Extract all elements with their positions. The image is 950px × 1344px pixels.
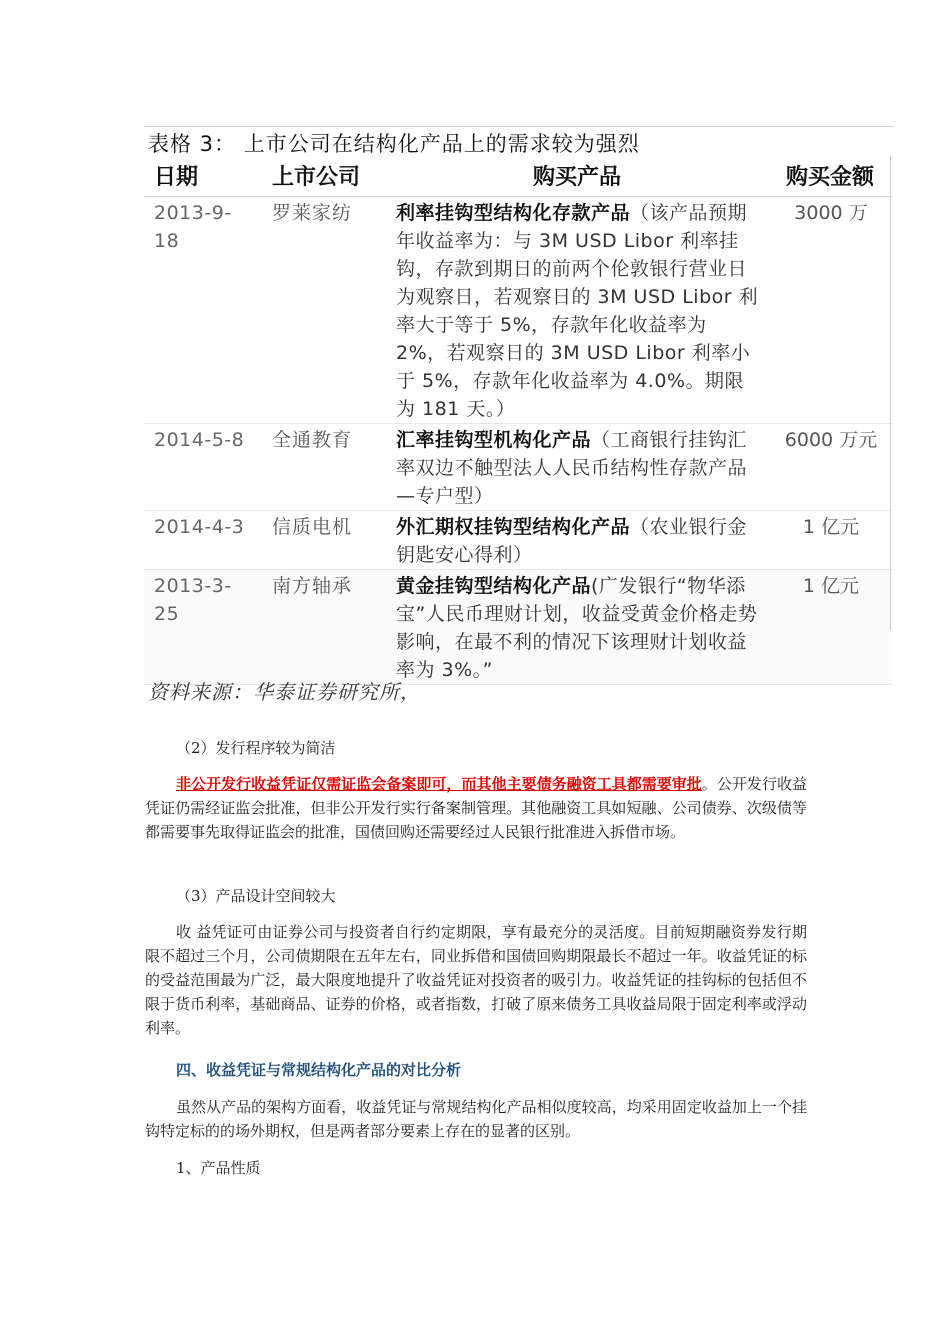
header-amount: 购买金额	[768, 156, 892, 197]
header-date: 日期	[144, 156, 262, 197]
cell-company: 信质电机	[262, 511, 386, 570]
table-header-row	[144, 156, 892, 197]
table-row	[144, 197, 892, 424]
cell-company: 全通教育	[262, 424, 386, 511]
table-figure	[144, 120, 894, 710]
table-source-note: 资料来源：华泰证券研究所，	[148, 680, 421, 704]
product-detail: （该产品预期年收益率为：与 3M USD Libor 利率挂钩，存款到期日的前两个伦敦银行营业日为观察日，若观察日的 3M USD Libor 利率大于等于 5%，存款年化收益率为 2%，若观察日的 3M USD Libor 利率小于 5%，存款年化收益率为 4.0%。期限为 181 天。）	[396, 202, 759, 420]
table-row	[144, 570, 892, 685]
product-detail: (广发银行“物华添宝”人民币理财计划，收益受黄金价格走势影响，在最不利的情况下该理财计划收益率为 3%。”	[396, 575, 758, 681]
cell-product	[386, 511, 768, 570]
paragraph-design-flexibility: 收 益凭证可由证券公司与投资者自行约定期限，享有最充分的灵活度。目前短期融资券发行期限不超过三个月，公司债期限在五年左右，同业拆借和国债回购期限最长不超过一年。收益凭证的标的受益范围最为广泛，最大限度地提升了收益凭证对投资者的吸引力。收益凭证的挂钩标的包括但不限于货币利率，基础商品、证券的价格，或者指数，打破了原来债务工具收益局限于固定利率或浮动利率。	[145, 923, 807, 1037]
subheading-issuance-procedure: （2）发行程序较为简洁	[176, 739, 336, 757]
cell-amount: 6000 万元	[768, 424, 892, 511]
cell-amount: 3000 万	[768, 197, 892, 424]
product-name: 利率挂钩型结构化存款产品	[396, 202, 631, 224]
cell-company: 南方轴承	[262, 570, 386, 685]
cell-product	[386, 570, 768, 685]
cell-date: 2013-9-18	[144, 197, 262, 424]
product-detail: （工商银行挂钩汇率双边不触型法人人民币结构性存款产品—专户型）	[396, 429, 748, 507]
subheading-product-nature: 1、产品性质	[176, 1159, 261, 1177]
section-heading-comparison: 四、收益凭证与常规结构化产品的对比分析	[176, 1061, 462, 1079]
table-row	[144, 424, 892, 511]
structured-products-table	[144, 156, 892, 685]
caption-top-rule	[144, 126, 894, 127]
paragraph-filing-detail: 。公开发行收益凭证仍需经证监会批准，但非公开发行实行备案制管理。其他融资工具如短融、公司债券、次级债等都需要事先取得证监会的批准，国债回购还需要经过人民银行批准进入拆借市场。	[145, 775, 807, 841]
table-caption: 表格 3： 上市公司在结构化产品上的需求较为强烈	[148, 132, 640, 156]
cell-amount: 1 亿元	[768, 570, 892, 685]
cell-date: 2013-3-25	[144, 570, 262, 685]
table-right-border	[890, 156, 891, 630]
product-name: 黄金挂钩型结构化产品	[396, 575, 592, 597]
cell-company: 罗莱家纺	[262, 197, 386, 424]
cell-amount: 1 亿元	[768, 511, 892, 570]
product-detail: （农业银行金钥匙安心得利）	[396, 516, 748, 566]
paragraph-comparison-intro: 虽然从产品的架构方面看，收益凭证与常规结构化产品相似度较高，均采用固定收益加上一个挂钩特定标的的场外期权，但是两者部分要素上存在的显著的区别。	[145, 1098, 807, 1140]
highlighted-statement: 非公开发行收益凭证仅需证监会备案即可，而其他主要债务融资工具都需要审批	[176, 775, 702, 793]
table-row	[144, 511, 892, 570]
paragraph-filing-requirement	[145, 772, 807, 844]
cell-date: 2014-5-8	[144, 424, 262, 511]
cell-date: 2014-4-3	[144, 511, 262, 570]
header-company: 上市公司	[262, 156, 386, 197]
product-name: 汇率挂钩型机构化产品	[396, 429, 592, 451]
subheading-design-space: （3）产品设计空间较大	[176, 887, 336, 905]
product-name: 外汇期权挂钩型结构化产品	[396, 516, 631, 538]
cell-product	[386, 424, 768, 511]
header-product: 购买产品	[386, 156, 768, 197]
cell-product	[386, 197, 768, 424]
